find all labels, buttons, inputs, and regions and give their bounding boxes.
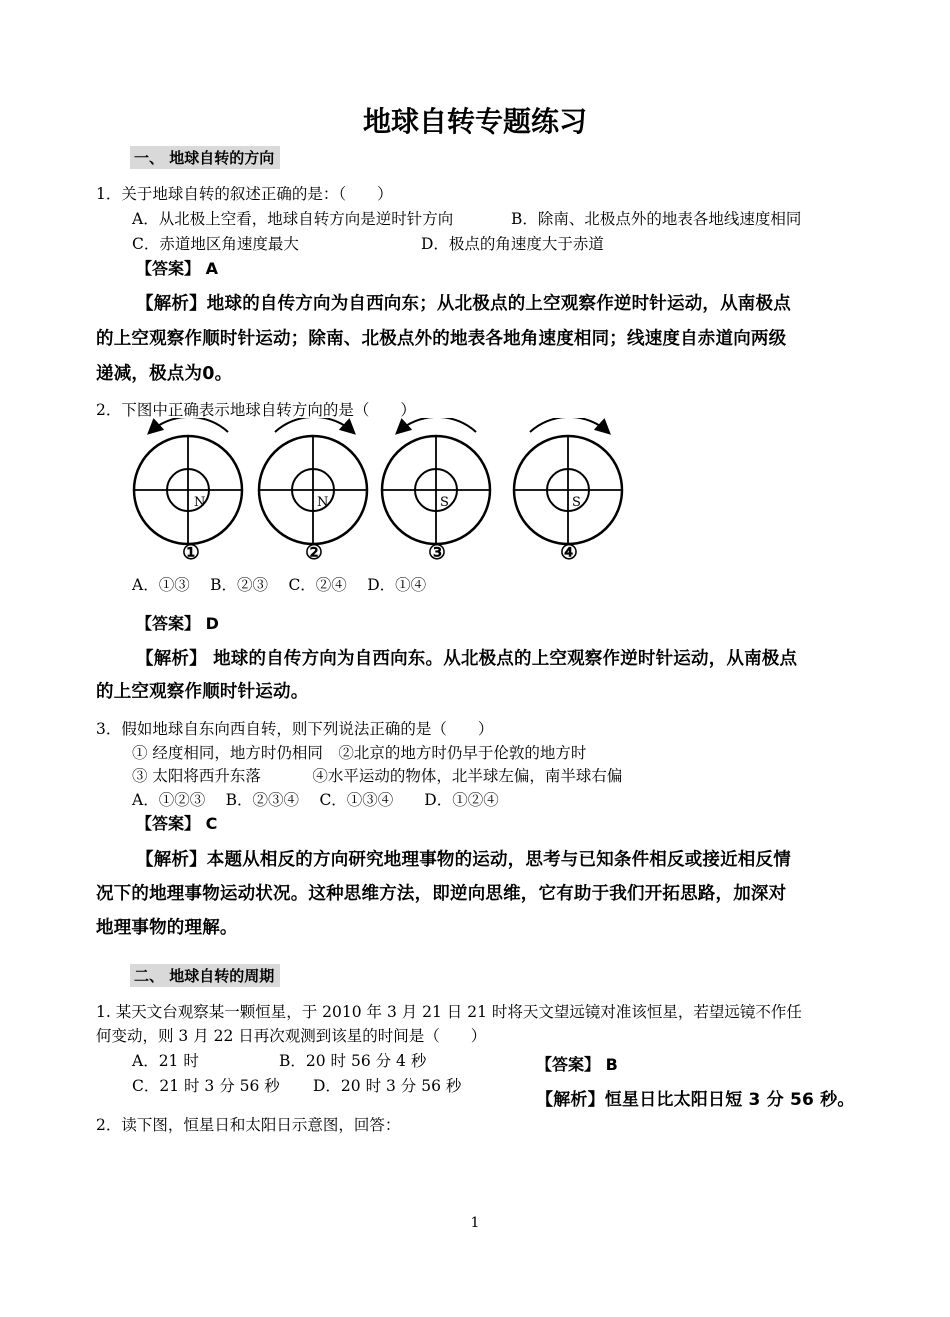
q1-option-d: D．极点的角速度大于赤道 bbox=[421, 235, 604, 253]
diagram-number: ③ bbox=[428, 540, 446, 564]
globe-diagram-3 bbox=[382, 418, 490, 564]
s2-q1-answer: 【答案】 B bbox=[536, 1055, 618, 1074]
section-heading-period: 二、 地球自转的周期 bbox=[130, 964, 280, 987]
q1-option-b: B．除南、北极点外的地表各地线速度相同 bbox=[511, 210, 802, 228]
s2-q1-stem-line: 何变动，则 3 月 22 日再次观测到该星的时间是（ ） bbox=[96, 1027, 487, 1045]
q1-explanation-line: 的上空观察作顺时针运动；除南、北极点外的地表各地角速度相同；线速度自赤道向两级 bbox=[96, 329, 787, 349]
globe-diagram-2 bbox=[259, 418, 367, 564]
q1-answer: 【答案】 A bbox=[136, 259, 218, 278]
q1-option-a: A．从北极上空看，地球自转方向是逆时针方向 bbox=[132, 210, 454, 228]
s2-q2-stem: 2．读下图，恒星日和太阳日示意图，回答： bbox=[96, 1116, 401, 1134]
diagram-number: ① bbox=[182, 540, 200, 564]
q3-statement-line: ③ 太阳将西升东落 ④水平运动的物体，北半球左偏，南半球右偏 bbox=[132, 767, 623, 785]
s2-q1-option-d: D．20 时 3 分 56 秒 bbox=[313, 1077, 462, 1095]
diagram-number: ② bbox=[305, 540, 323, 564]
page-title: 地球自转专题练习 bbox=[362, 105, 587, 138]
q2-stem: 2．下图中正确表示地球自转方向的是（ ） bbox=[96, 401, 416, 419]
s2-q1-option-b: B．20 时 56 分 4 秒 bbox=[279, 1052, 427, 1070]
page-number: 1 bbox=[470, 1215, 480, 1231]
q3-options: A．①②③ B．②③④ C．①③④ D．①②④ bbox=[132, 791, 499, 809]
q1-stem: 1．关于地球自转的叙述正确的是：（ ） bbox=[96, 185, 393, 203]
q3-answer: 【答案】 C bbox=[136, 814, 218, 833]
s2-q1-stem-line: 1. 某天文台观察某一颗恒星，于 2010 年 3 月 21 日 21 时将天文望远镜对准该恒星，若望远镜不作任 bbox=[96, 1003, 802, 1021]
section-heading-direction: 一、 地球自转的方向 bbox=[130, 146, 280, 169]
q3-explanation-line: 地理事物的理解。 bbox=[96, 918, 238, 938]
pole-label: N bbox=[194, 495, 206, 510]
q1-explanation-line: 【解析】地球的自传方向为自西向东；从北极点的上空观察作逆时针运动，从南极点 bbox=[136, 294, 791, 314]
globe-diagram-1 bbox=[134, 418, 242, 564]
q3-statement-line: ① 经度相同，地方时仍相同 ②北京的地方时仍早于伦敦的地方时 bbox=[132, 744, 587, 762]
pole-label: S bbox=[440, 495, 449, 510]
q3-stem: 3．假如地球自东向西自转，则下列说法正确的是（ ） bbox=[96, 720, 494, 738]
pole-label: N bbox=[317, 495, 329, 510]
q2-explanation-line: 【解析】 地球的自传方向为自西向东。从北极点的上空观察作逆时针运动，从南极点 bbox=[136, 649, 798, 669]
q1-option-c: C．赤道地区角速度最大 bbox=[132, 235, 299, 253]
q2-answer: 【答案】 D bbox=[136, 614, 219, 633]
s2-q1-option-a: A．21 时 bbox=[132, 1052, 199, 1070]
q3-explanation-line: 【解析】本题从相反的方向研究地理事物的运动，思考与已知条件相反或接近相反情 bbox=[136, 850, 791, 870]
s2-q1-option-c: C．21 时 3 分 56 秒 bbox=[132, 1077, 280, 1095]
q3-explanation-line: 况下的地理事物运动状况。这种思维方法，即逆向思维，它有助于我们开拓思路，加深对 bbox=[96, 884, 787, 904]
pole-label: S bbox=[572, 495, 581, 510]
q1-explanation-line: 递减，极点为0。 bbox=[96, 364, 233, 384]
q2-options: A．①③ B．②③ C．②④ D．①④ bbox=[132, 576, 427, 594]
earth-rotation-figure bbox=[120, 418, 640, 566]
diagram-number: ④ bbox=[560, 540, 578, 564]
q2-explanation-line: 的上空观察作顺时针运动。 bbox=[96, 682, 309, 702]
globe-diagram-4 bbox=[514, 418, 622, 564]
s2-q1-explanation: 【解析】恒星日比太阳日短 3 分 56 秒。 bbox=[536, 1090, 855, 1110]
